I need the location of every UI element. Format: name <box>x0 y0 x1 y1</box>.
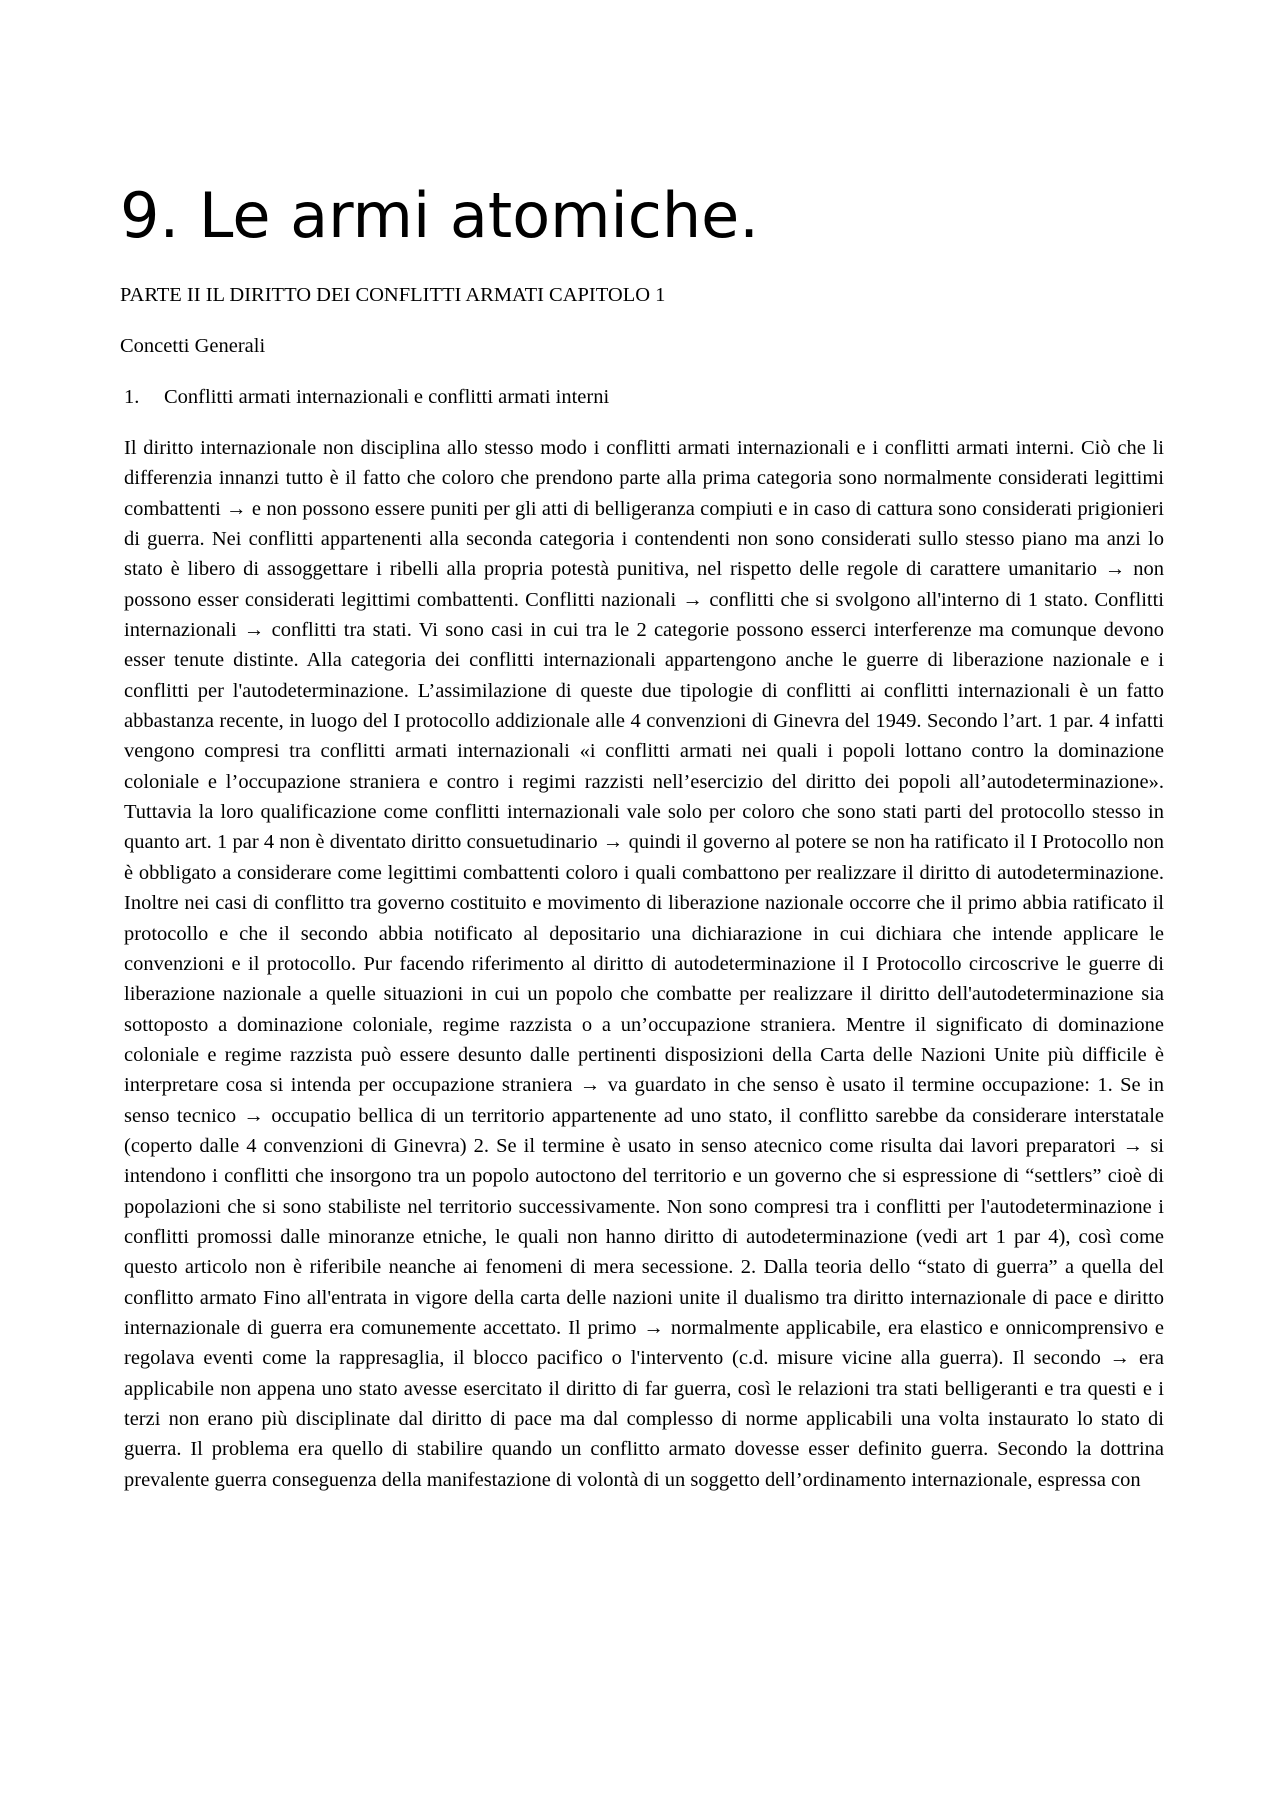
section-heading: Concetti Generali <box>120 335 266 357</box>
list-item-number: 1. <box>124 386 140 408</box>
list-item-text: Conflitti armati internazionali e conflitti armati interni <box>164 386 610 408</box>
part-chapter-heading: PARTE II IL DIRITTO DEI CONFLITTI ARMATI CAPITOLO 1 <box>120 284 666 306</box>
page-title: 9. Le armi atomiche. <box>120 179 759 252</box>
body-paragraph: Il diritto internazionale non disciplina allo stesso modo i conflitti armati internazionali e i conflitti armati interni. Ciò che li differenzia innanzi tutto è il fatto che coloro che prendono parte alla prima categoria sono normalmente considerati legittimi combattenti → e non possono essere puniti per gli atti di belligeranza compiuti e in caso di cattura sono considerati prigionieri di guerra. Nei conflitti appartenenti alla seconda categoria i contendenti non sono considerati sullo stesso piano ma anzi lo stato è libero di assoggettare i ribelli alla propria potestà punitiva, nel rispetto delle regole di carattere umanitario → non possono esser considerati legittimi combattenti. Conflitti nazionali → conflitti che si svolgono all'interno di 1 stato. Conflitti internazionali → conflitti tra stati. Vi sono casi in cui tra le 2 categorie possono esserci interferenze ma comunque devono esser tenute distinte. Alla categoria dei conflitti internazionali appartengono anche le guerre di liberazione nazionale e i conflitti per l'autodeterminazione. L’assimilazione di queste due tipologie di conflitti ai conflitti internazionali è un fatto abbastanza recente, in luogo del I protocollo addizionale alle 4 convenzioni di Ginevra del 1949. Secondo l’art. 1 par. 4 infatti vengono compresi tra conflitti armati internazionali «i conflitti armati nei quali i popoli lottano contro la dominazione coloniale e l’occupazione straniera e contro i regimi razzisti nell’esercizio del diritto dei popoli all’autodeterminazione». Tuttavia la loro qualificazione come conflitti internazionali vale solo per coloro che sono stati parti del protocollo stesso in quanto art. 1 par 4 non è diventato diritto consuetudinario → quindi il governo al potere se non ha ratificato il I Protocollo non è obbligato a considerare come legittimi combattenti coloro i quali combattono per realizzare il diritto di autodeterminazione. Inoltre nei casi di conflitto tra governo costituito e movimento di liberazione nazionale occorre che il primo abbia ratificato il protocollo e che il secondo abbia notificato al depositario una dichiarazione in cui dichiara che intende applicare le convenzioni e il protocollo. Pur facendo riferimento al diritto di autodeterminazione il I Protocollo circoscrive le guerre di liberazione nazionale a quelle situazioni in cui un popolo che combatte per realizzare il diritto dell'autodeterminazione sia sottoposto a dominazione coloniale, regime razzista o a un’occupazione straniera. Mentre il significato di dominazione coloniale e regime razzista può essere desunto dalle pertinenti disposizioni della Carta delle Nazioni Unite più difficile è interpretare cosa si intenda per occupazione straniera → va guardato in che senso è usato il termine occupazione: 1. Se in senso tecnico → occupatio bellica di un territorio appartenente ad uno stato, il conflitto sarebbe da considerare interstatale (coperto dalle 4 convenzioni di Ginevra) 2. Se il termine è usato in senso atecnico come risulta dai lavori preparatori → si intendono i conflitti che insorgono tra un popolo autoctono del territorio e un governo che si espressione di “settlers” cioè di popolazioni che si sono stabiliste nel territorio successivamente. Non sono compresi tra i conflitti per l'autodeterminazione i conflitti promossi dalle minoranze etniche, le quali non hanno diritto di autodeterminazione (vedi art 1 par 4), così come questo articolo non è riferibile neanche ai fenomeni di mera secessione. 2. Dalla teoria dello “stato di guerra” a quella del conflitto armato Fino all'entrata in vigore della carta delle nazioni unite il dualismo tra diritto internazionale di pace e diritto internazionale di guerra era comunemente accettato. Il primo → normalmente applicabile, era elastico e onnicomprensivo e regolava eventi come la rappresaglia, il blocco pacifico o l'intervento (c.d. misure vicine alla guerra). Il secondo → era applicabile non appena uno stato avesse esercitato il diritto di far guerra, così le relazioni tra stati belligeranti e tra questi e i terzi non erano più disciplinate dal diritto di pace ma dal complesso di norme applicabili una volta instaurato lo stato di guerra. Il problema era quello di stabilire quando un conflitto armato dovesse esser definito guerra. Secondo la dottrina prevalente guerra conseguenza della manifestazione di volontà di un soggetto dell’ordinamento internazionale, espressa con <box>124 437 1164 1491</box>
numbered-list-item <box>124 382 609 412</box>
